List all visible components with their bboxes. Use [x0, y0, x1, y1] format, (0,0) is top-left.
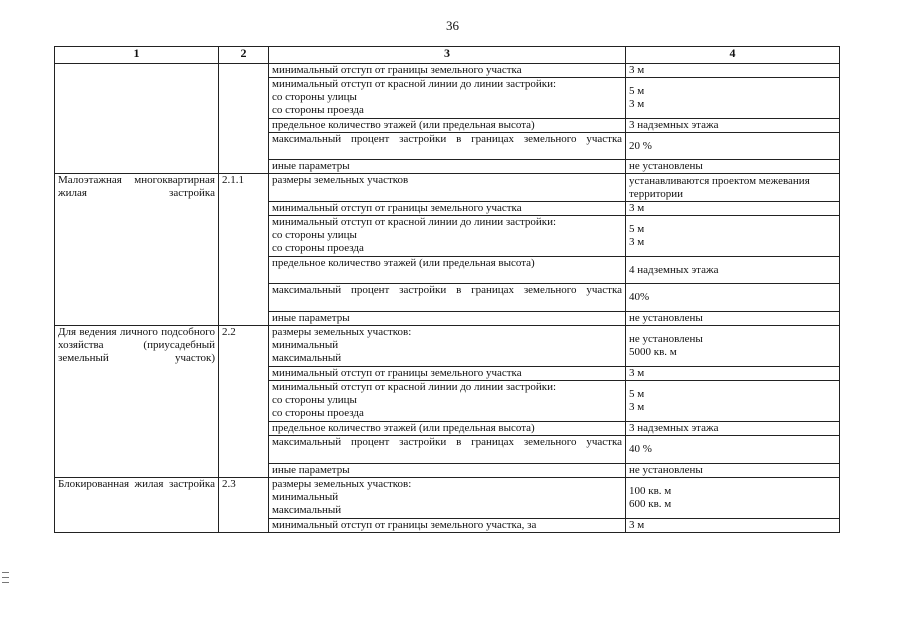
- value-cell: 100 кв. м 600 кв. м: [626, 478, 840, 519]
- parameter-cell: минимальный отступ от красной линии до линии застройки: со стороны улицы со стороны проезда: [269, 216, 626, 257]
- value-cell: 3 надземных этажа: [626, 422, 840, 436]
- parameter-cell: максимальный процент застройки в границах земельного участка: [269, 284, 626, 312]
- parameter-cell: максимальный процент застройки в границах земельного участка: [269, 133, 626, 160]
- value-cell: 5 м 3 м: [626, 78, 840, 119]
- parameter-cell: минимальный отступ от границы земельного участка, за: [269, 519, 626, 533]
- value-cell: 4 надземных этажа: [626, 257, 840, 284]
- parameter-cell: минимальный отступ от границы земельного участка: [269, 367, 626, 381]
- value-cell: не установлены 5000 кв. м: [626, 326, 840, 367]
- value-cell: 20 %: [626, 133, 840, 160]
- code-cell: 2.1.1: [219, 174, 269, 326]
- parameter-cell: максимальный процент застройки в границах земельного участка: [269, 436, 626, 464]
- code-cell: 2.3: [219, 478, 269, 533]
- land-use-type-cell: Блокированная жилая застройка: [55, 478, 219, 533]
- parameter-cell: иные параметры: [269, 312, 626, 326]
- table-header-row: [55, 47, 840, 64]
- value-cell: 3 м: [626, 64, 840, 78]
- land-use-type-cell: Для ведения личного подсобного хозяйства (приусадебный земельный участок): [55, 326, 219, 478]
- parameter-cell: размеры земельных участков: минимальный максимальный: [269, 478, 626, 519]
- parameter-cell: иные параметры: [269, 464, 626, 478]
- value-cell: не установлены: [626, 312, 840, 326]
- code-cell: [219, 64, 269, 174]
- table-row: [55, 64, 840, 78]
- margin-mark: [2, 582, 9, 583]
- header-cell: 4: [626, 47, 840, 64]
- parameter-cell: предельное количество этажей (или предельная высота): [269, 422, 626, 436]
- value-cell: 3 м: [626, 202, 840, 216]
- page-number: 36: [446, 18, 459, 33]
- table-row: [55, 174, 840, 202]
- value-cell: 40%: [626, 284, 840, 312]
- parameter-cell: размеры земельных участков: минимальный максимальный: [269, 326, 626, 367]
- header-cell: 2: [219, 47, 269, 64]
- regulations-table: [54, 46, 840, 533]
- parameter-cell: минимальный отступ от границы земельного участка: [269, 64, 626, 78]
- value-cell: не установлены: [626, 464, 840, 478]
- margin-mark: [2, 577, 9, 578]
- value-cell: устанавливаются проектом межевания территории: [626, 174, 840, 202]
- header-cell: 1: [55, 47, 219, 64]
- land-use-type-cell: [55, 64, 219, 174]
- value-cell: не установлены: [626, 160, 840, 174]
- parameter-cell: минимальный отступ от красной линии до линии застройки: со стороны улицы со стороны проезда: [269, 78, 626, 119]
- header-cell: 3: [269, 47, 626, 64]
- value-cell: 5 м 3 м: [626, 216, 840, 257]
- margin-mark: [2, 572, 9, 573]
- table-row: [55, 478, 840, 519]
- value-cell: 5 м 3 м: [626, 381, 840, 422]
- parameter-cell: минимальный отступ от красной линии до линии застройки: со стороны улицы со стороны проезда: [269, 381, 626, 422]
- land-use-type-cell: Малоэтажная многоквартирная жилая застройка: [55, 174, 219, 326]
- table-row: [55, 326, 840, 367]
- code-cell: 2.2: [219, 326, 269, 478]
- value-cell: 40 %: [626, 436, 840, 464]
- parameter-cell: предельное количество этажей (или предельная высота): [269, 257, 626, 284]
- value-cell: 3 м: [626, 367, 840, 381]
- value-cell: 3 м: [626, 519, 840, 533]
- parameter-cell: размеры земельных участков: [269, 174, 626, 202]
- value-cell: 3 надземных этажа: [626, 119, 840, 133]
- parameter-cell: иные параметры: [269, 160, 626, 174]
- parameter-cell: минимальный отступ от границы земельного участка: [269, 202, 626, 216]
- parameter-cell: предельное количество этажей (или предельная высота): [269, 119, 626, 133]
